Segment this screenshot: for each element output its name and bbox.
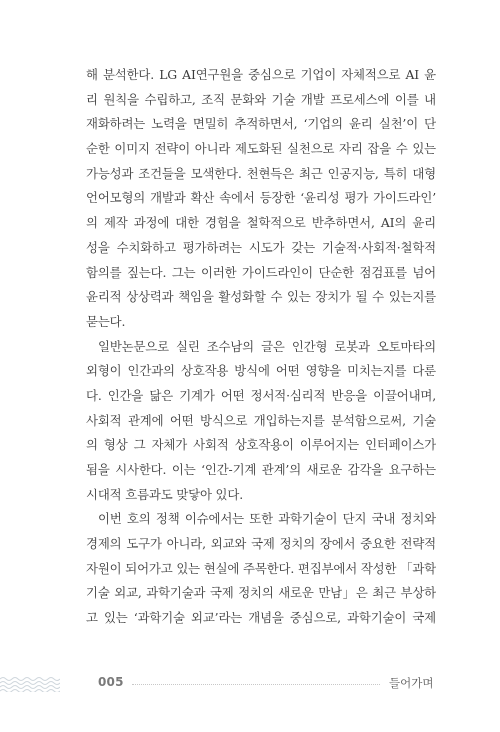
text-line: 의 제작 과정에 대한 경험을 철학적으로 반추하면서, AI의 윤리 (86, 215, 436, 231)
text-line: 재화하려는 노력을 면밀히 추적하면서, ‘기업의 윤리 실천’이 단 (86, 116, 436, 132)
text-line: 성을 수치화하고 평가하려는 시도가 갖는 기술적·사회적·철학적 (86, 239, 436, 255)
paragraph-start-line: 일반논문으로 실린 조수남의 글은 인간형 로봇과 오토마타의 (98, 338, 436, 354)
text-line: 다. 인간을 닮은 기계가 어떤 정서적·심리적 반응을 이끌어내며, (86, 387, 436, 403)
text-line: 언어모형의 개발과 확산 속에서 등장한 ‘윤리성 평가 가이드라인’ (86, 190, 436, 206)
text-line: 사회적 관계에 어떤 방식으로 개입하는지를 분석함으로써, 기술 (86, 412, 436, 428)
text-line: 고 있는 ‘과학기술 외교’라는 개념을 중심으로, 과학기술이 국제 (86, 610, 436, 626)
body-text (86, 63, 436, 631)
text-line: 됨을 시사한다. 이는 ‘인간-기계 관계’의 새로운 감각을 요구하는 (86, 462, 436, 477)
text-line: 의 형상 그 자체가 사회적 상호작용이 이루어지는 인터페이스가 (86, 437, 436, 453)
paragraph-start-line: 이번 호의 정책 이슈에서는 또한 과학기술이 단지 국내 정치와 (98, 511, 436, 527)
text-line: 외형이 인간과의 상호작용 방식에 어떤 영향을 미치는지를 다룬 (86, 363, 436, 379)
text-line: 리 원칙을 수립하고, 조직 문화와 기술 개발 프로세스에 이를 내 (86, 91, 436, 107)
running-head: 들어가며 (389, 676, 434, 690)
text-line: 시대적 흐름과도 맞닿아 있다. (86, 486, 243, 502)
text-line: 순한 이미지 전략이 아니라 제도화된 실천으로 자리 잡을 수 있는 (86, 141, 436, 157)
text-line: 윤리적 상상력과 책임을 활성화할 수 있는 장치가 될 수 있는지를 (86, 289, 436, 305)
text-line: 경제의 도구가 아니라, 외교와 국제 정치의 장에서 중요한 전략적 (86, 536, 436, 552)
text-line: 묻는다. (86, 313, 126, 329)
footer-divider (132, 684, 380, 685)
text-line: 자원이 되어가고 있는 현실에 주목한다. 편집부에서 작성한 「과학 (86, 560, 436, 576)
wave-ornament-icon (0, 676, 60, 692)
text-line: 기술 외교, 과학기술과 국제 정치의 새로운 만남」은 최근 부상하 (86, 585, 436, 601)
text-line: 함의를 짚는다. 그는 이러한 가이드라인이 단순한 점검표를 넘어 (86, 264, 436, 280)
text-line: 해 분석한다. LG AI연구원을 중심으로 기업이 자체적으로 AI 윤 (86, 67, 436, 82)
page-number: 005 (98, 675, 124, 689)
text-line: 가능성과 조건들을 모색한다. 천현득은 최근 인공지능, 특히 대형 (86, 165, 436, 181)
